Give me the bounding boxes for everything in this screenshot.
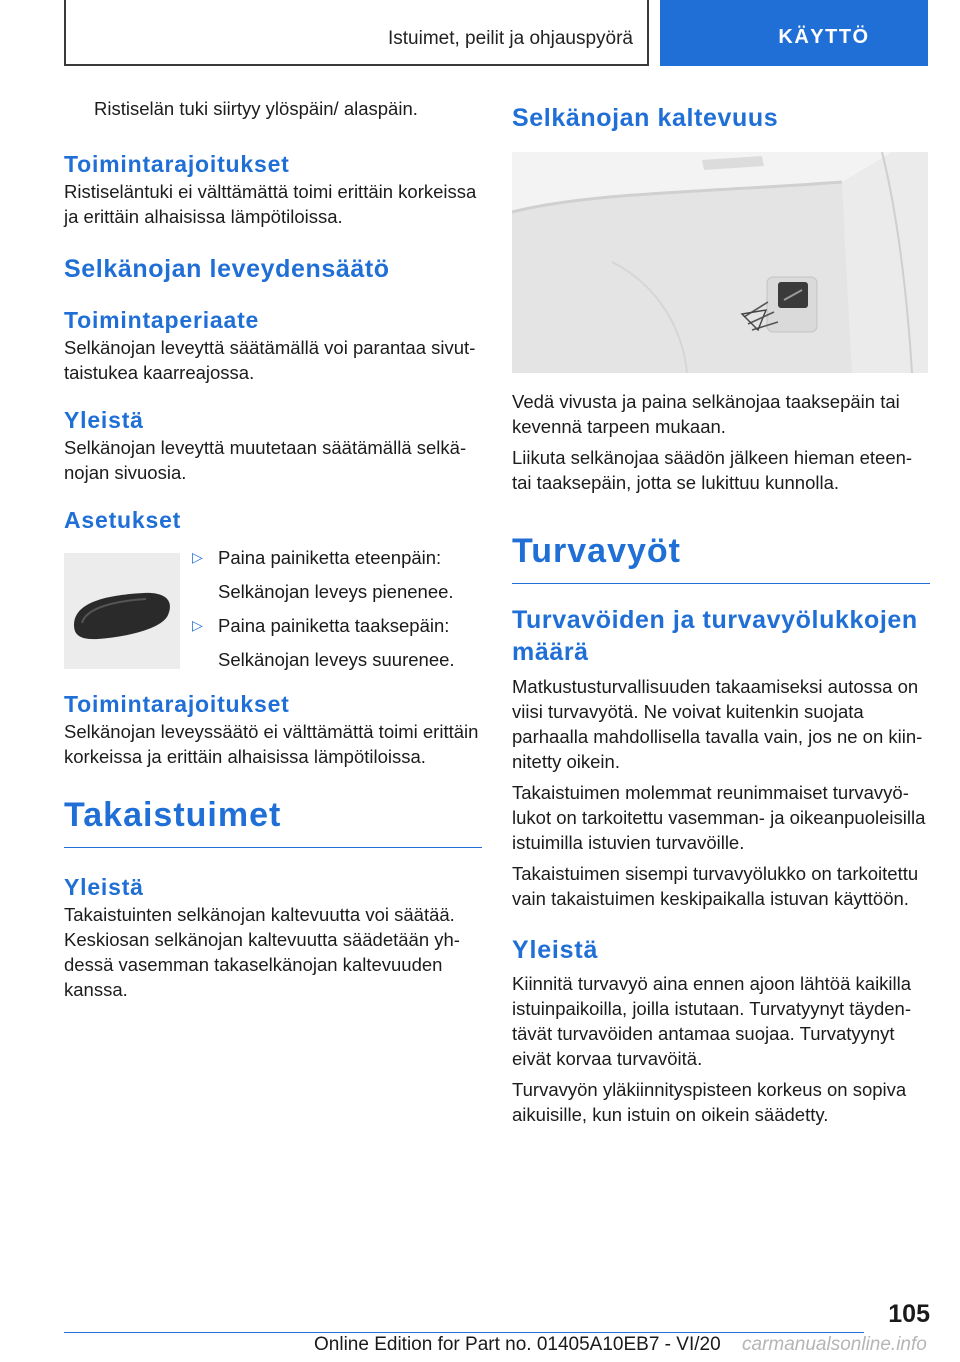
settings-item-forward (190, 545, 490, 570)
rear-seat-lever-photo (512, 152, 928, 373)
heading-settings: Asetukset (64, 507, 182, 533)
paragraph-incline-2: Liikuta selkänojaa säädön jälkeen hieman eteen- tai taaksepäin, jotta se lukittuu kunnolla. (512, 447, 913, 493)
settings-action-forward: Paina painiketta eteenpäin: (218, 547, 442, 568)
rear-seat-lever-image (512, 152, 928, 373)
paragraph-belt-count-2: Takaistuimen molemmat reunimmaiset turvavyölukot on tarkoitettu vasemman- ja oikeanpuoleisilla istuimilla istuvien turvavöille. (512, 782, 926, 853)
chapter-seat-belts: Turvavyöt (512, 529, 930, 584)
triangle-bullet-icon: ▷ (192, 549, 203, 565)
heading-belt-count: Turvavöiden ja turvavyölukkojen määrä (512, 606, 918, 666)
paragraph-general-3b: Turvavyön yläkiinnityspisteen korkeus on sopiva aikuisille, kun istuin on oikein säädetty. (512, 1079, 907, 1125)
paragraph-belt-count-3: Takaistuimen sisempi turvavyölukko on tarkoitettu vain takaistuimen keskipaikalla istuvan käyttöön. (512, 863, 919, 909)
paragraph-general-2: Takaistuinten selkänojan kaltevuutta voi säätää. Keskiosan selkänojan kaltevuutta säädetään yhdessä vasemman takaselkänojan kaltevuuden kanssa. (64, 904, 460, 1000)
header-title-box (64, 0, 649, 66)
heading-general-1: Yleistä (64, 407, 144, 433)
paragraph-general-3a: Kiinnitä turvavyö aina ennen ajoon lähtöä kaikilla istuinpaikoilla, joilla istutaan. Turvatyynyt täydentävät turvavöiden antamaa suojaa. Turvatyynyt eivät korvaa turvavöitä. (512, 973, 912, 1069)
watermark: carmanualsonline.info (742, 1334, 927, 1355)
header-title: Istuimet, peilit ja ohjauspyörä (387, 28, 633, 49)
left-column (64, 96, 482, 1002)
intro-paragraph: Ristiselän tuki siirtyy ylöspäin/ alaspäin. (94, 98, 418, 119)
paragraph-belt-count-1: Matkustusturvallisuuden takaamiseksi autossa on viisi turvavyötä. Ne voivat kuitenkin suojata parhaalla mahdollisella tavalla vain, jos ne on kiinnitetty oikein. (512, 676, 923, 772)
settings-list (190, 545, 490, 672)
header-section-label: KÄYTTÖ (778, 26, 870, 48)
width-button-image (64, 553, 180, 669)
heading-function-limits-2: Toimintarajoitukset (64, 691, 290, 717)
heading-backrest-width: Selkänojan leveydensäätö (64, 255, 390, 283)
chapter-rear-seats: Takaistuimet (64, 793, 482, 848)
heading-general-2: Yleistä (64, 874, 144, 900)
heading-function-limits-1: Toimintarajoitukset (64, 151, 290, 177)
heading-general-3: Yleistä (512, 936, 599, 964)
settings-result-forward: Selkänojan leveys pienenee. (218, 581, 454, 602)
paragraph-function-limits-2: Selkänojan leveyssäätö ei välttämättä toimi erittäin korkeissa ja erittäin alhaisissa lämpötiloissa. (64, 721, 479, 767)
triangle-bullet-icon: ▷ (192, 617, 203, 633)
width-button-photo (64, 553, 180, 669)
right-column (512, 96, 930, 1127)
heading-principle: Toimintaperiaate (64, 307, 260, 333)
header-section-tab (660, 0, 928, 66)
settings-action-backward: Paina painiketta taaksepäin: (218, 615, 450, 636)
settings-item-backward (190, 613, 490, 638)
footer-edition: Online Edition for Part no. 01405A10EB7 - VI/20 (314, 1334, 721, 1355)
settings-result-backward: Selkänojan leveys suurenee. (218, 649, 455, 670)
paragraph-principle: Selkänojan leveyttä säätämällä voi parantaa sivuttaistukea kaarreajossa. (64, 337, 476, 383)
heading-backrest-incline: Selkänojan kaltevuus (512, 104, 779, 132)
page-header (64, 0, 928, 66)
page-number: 105 (888, 1300, 930, 1328)
paragraph-function-limits-1: Ristiseläntuki ei välttämättä toimi erittäin korkeissa ja erittäin alhaisissa lämpötiloissa. (64, 181, 477, 227)
paragraph-incline-1: Vedä vivusta ja paina selkänojaa taaksepäin tai kevennä tarpeen mukaan. (512, 391, 900, 437)
paragraph-general-1: Selkänojan leveyttä muutetaan säätämällä selkänojan sivuosia. (64, 437, 467, 483)
footer-rule (64, 1332, 864, 1333)
settings-block (64, 543, 482, 670)
